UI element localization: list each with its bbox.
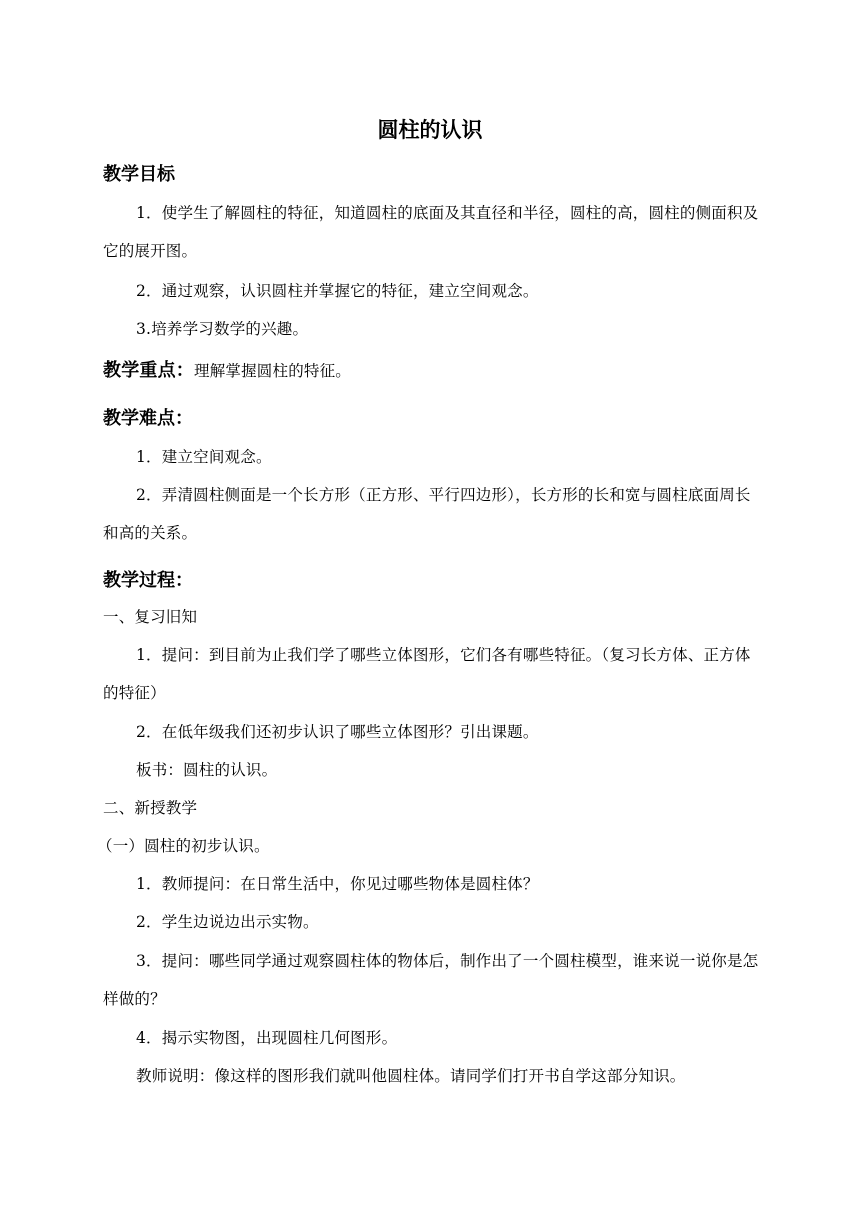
heading-teaching-goals: 教学目标 [103, 164, 175, 185]
key-points-text: 理解掌握圆柱的特征。 [194, 362, 352, 380]
part-1-item-2: 2．在低年级我们还初步认识了哪些立体图形？引出课题。 [136, 723, 539, 741]
sub-section-1-heading: （一）圆柱的初步认识。 [97, 837, 270, 855]
part-2-item-5: 教师说明：像这样的图形我们就叫他圆柱体。请同学们打开书自学这部分知识。 [136, 1067, 686, 1085]
part-2-item-1: 1．教师提问：在日常生活中，你见过哪些物体是圆柱体？ [136, 875, 539, 893]
goal-item-2: 2．通过观察，认识圆柱并掌握它的特征，建立空间观念。 [136, 282, 539, 300]
key-points-line [103, 352, 763, 390]
goal-item-3: 3.培养学习数学的兴趣。 [136, 320, 309, 338]
heading-difficulties: 教学难点： [103, 408, 193, 429]
part-1-item-1: 1．提问：到目前为止我们学了哪些立体图形，它们各有哪些特征。（复习长方体、正方体的特征） [103, 646, 751, 702]
part-1-item-3: 板书：圆柱的认识。 [136, 761, 278, 779]
part-2-heading: 二、新授教学 [103, 799, 198, 817]
difficulty-item-2: 2．弄清圆柱侧面是一个长方形（正方形、平行四边形），长方形的长和宽与圆柱底面周长和高的关系。 [103, 486, 751, 542]
difficulty-item-1: 1．建立空间观念。 [136, 448, 272, 466]
key-points-label: 教学重点： [103, 360, 194, 381]
part-2-item-3: 3．提问：哪些同学通过观察圆柱体的物体后，制作出了一个圆柱模型，谁来说一说你是怎样做的？ [103, 952, 759, 1008]
part-2-item-4: 4．揭示实物图，出现圆柱几何图形。 [136, 1029, 398, 1047]
goal-item-1: 1．使学生了解圆柱的特征，知道圆柱的底面及其直径和半径，圆柱的高，圆柱的侧面积及它的展开图。 [103, 204, 759, 260]
part-1-heading: 一、复习旧知 [103, 608, 198, 626]
heading-process: 教学过程： [103, 570, 193, 591]
part-2-item-2: 2．学生边说边出示实物。 [136, 913, 319, 931]
page-title: 圆柱的认识 [377, 118, 483, 142]
